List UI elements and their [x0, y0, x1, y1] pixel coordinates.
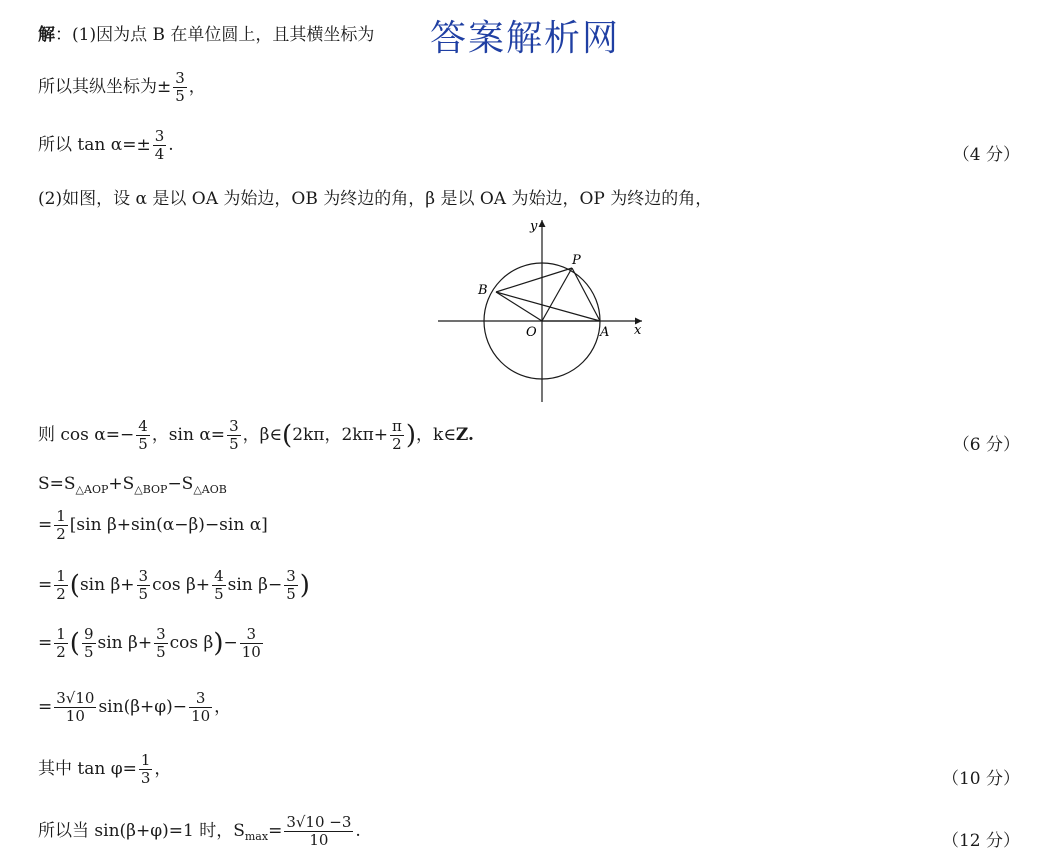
solution-line-11: 其中 tan φ= $\frac{1}{3}$ ，	[38, 751, 172, 787]
fraction: $\frac{4}{5}$	[138, 417, 148, 453]
score-mark: （6 分）	[952, 435, 1020, 455]
fraction: $\frac{1}{3}$	[140, 751, 151, 787]
solution-line-9: = $\frac{1}{2}$ ( $\frac{9}{5}$ sin β+ $\frac{3}{5}$ cos β)− $\frac{3}{10}$	[38, 625, 261, 661]
fraction: $\frac{3}{5}$	[156, 625, 166, 661]
score-mark: （12 分）	[941, 831, 1020, 851]
segment-pa	[572, 268, 600, 321]
solution-line-7: = $\frac{1}{2}$ [sin β+sin(α−β)−sin α]	[38, 507, 268, 543]
line-text: 所以其纵坐标为±	[38, 77, 172, 97]
label-a: A	[600, 325, 610, 340]
fraction: $\frac{3}{10}$	[241, 625, 261, 661]
label-x: x	[634, 323, 642, 338]
solution-line-2: 所以其纵坐标为± $\frac{3}{5}$ ，	[38, 69, 206, 105]
label-o: O	[526, 325, 537, 340]
solution-line-10: = $\frac{3√10}{10}$ sin(β+φ)− $\frac{3}{10}$ ，	[38, 689, 232, 725]
fraction: $\frac{\pi}{2}$	[392, 417, 402, 453]
line-text: ：(1)因为点 B 在单位圆上，且其横坐标为	[55, 25, 375, 45]
fraction: $\frac{3}{5}$	[175, 69, 185, 105]
solution-line-5: 则 cos α=− $\frac{4}{5}$ ，sin α= $\frac{3}{5}$ ，β∈(2kπ，2kπ+ $\frac{\pi}{2}$ )，k∈Z.	[38, 417, 474, 453]
solution-line-3: 所以 tan α=± $\frac{3}{4}$ .	[38, 127, 174, 163]
solution-line-1	[38, 20, 374, 45]
line-text: 所以 tan α=±	[38, 135, 151, 155]
segment-ob	[496, 292, 542, 321]
fraction: $\frac{9}{5}$	[83, 625, 94, 661]
unit-circle-figure	[430, 210, 660, 406]
watermark: 答案解析网	[430, 18, 621, 59]
solution-line-12: 所以当 sin(β+φ)=1 时，$S_{max}=$ $\frac{3√10 -3}{10}$ .	[38, 813, 361, 849]
fraction: $\frac{1}{2}$	[56, 625, 66, 661]
solution-line-8: = $\frac{1}{2}$ (sin β+ $\frac{3}{5}$ cos β+ $\frac{4}{5}$ sin β− $\frac{3}{5}$ )	[38, 567, 310, 603]
fraction: $\frac{3}{4}$	[154, 127, 165, 163]
label-y: y	[530, 219, 538, 234]
fraction: $\frac{3}{10}$	[191, 689, 211, 725]
fraction: $\frac{3}{5}$	[138, 567, 149, 603]
segment-ab	[496, 292, 600, 321]
fraction: $\frac{3√10 -3}{10}$	[286, 813, 352, 849]
fraction: $\frac{4}{5}$	[214, 567, 224, 603]
fraction: $\frac{1}{2}$	[56, 567, 66, 603]
solution-line-4: (2)如图，设 α 是以 OA 为始边，OB 为终边的角，β 是以 OA 为始边，OP 为终边的角，	[38, 189, 713, 209]
fraction: $\frac{3}{5}$	[229, 417, 239, 453]
label-b: B	[478, 283, 488, 298]
score-mark: （10 分）	[941, 769, 1020, 789]
fraction: $\frac{3}{5}$	[286, 567, 296, 603]
solution-line-6: $S=S_{\triangle AOP}+S_{\triangle BOP}-S_{\triangle AOB}$	[38, 474, 227, 496]
score-mark: （4 分）	[952, 145, 1020, 165]
fraction: $\frac{3√10}{10}$	[56, 689, 95, 725]
label-p: P	[572, 253, 581, 268]
fraction: $\frac{1}{2}$	[56, 507, 66, 543]
solution-label: 解	[38, 25, 55, 45]
